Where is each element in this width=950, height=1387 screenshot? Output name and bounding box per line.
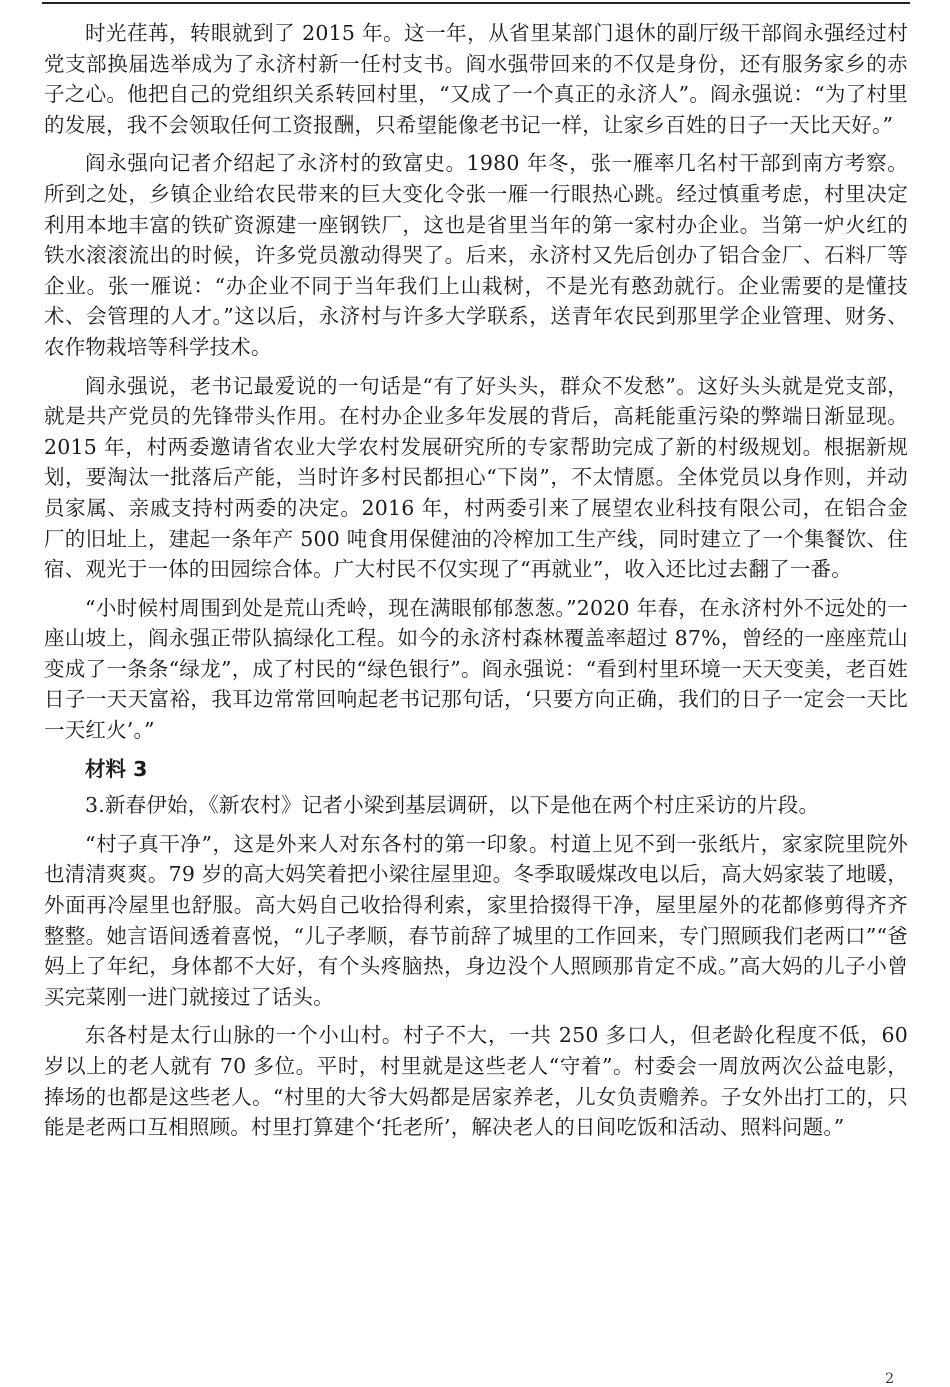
document-page [44, 18, 908, 1151]
paragraph-question-intro: 3.新春伊始，《新农村》记者小梁到基层调研，以下是他在两个村庄采访的片段。 [85, 793, 820, 818]
paragraph-industry-transformation: 阎永强说，老书记最爱说的一句话是“有了好头头，群众不发愁”。这好头头就是党支部，就是共产党员的先锋带头作用。在村办企业多年发展的背后，高耗能重污染的弊端日渐显现。2015 年，村两委邀请省农业大学农村发展研究所的专家帮助完成了新的村级规划。根据新规划，要淘汰一批落后产能，当时许多村民都担心“下岗”，不太情愿。全体党员以身作则，并动员家属、亲戚支持村两委的决定。2016 年，村两委引来了展望农业科技有限公司，在铝合金厂的旧址上，建起一条年产 500 吨食用保健油的冷榨加工生产线，同时建立了一个集餐饮、住宿、观光于一体的田园综合体。广大村民不仅实现了“再就业”，收入还比过去翻了一番。 [44, 373, 908, 582]
paragraph-clean-village: “村子真干净”，这是外来人对东各村的第一印象。村道上见不到一张纸片，家家院里院外也清清爽爽。79 岁的高大妈笑着把小梁往屋里迎。冬季取暖煤改电以后，高大妈家装了地暖，外面再冷屋里也舒服。高大妈自己收拾得利索，家里拾掇得干净，屋里屋外的花都修剪得齐齐整整。她言语间透着喜悦，“儿子孝顺，春节前辞了城里的工作回来，专门照顾我们老两口”“爸妈上了年纪，身体都不大好，有个头疼脑热，身边没个人照顾那肯定不成。”高大妈的儿子小曾买完菜刚一进门就接过了话头。 [44, 831, 908, 1009]
paragraph-greening-project: “小时候村周围到处是荒山秃岭，现在满眼郁郁葱葱。”2020 年春，在永济村外不远处的一座山坡上，阎永强正带队搞绿化工程。如今的永济村森林覆盖率超过 87%，曾经的一座座荒山变成了一条条“绿龙”，成了村民的“绿色银行”。阎永强说：“看到村里环境一天天变美，老百姓日子一天天富裕，我耳边常常回响起老书记那句话，‘只要方向正确，我们的日子一定会一天比一天红火’。” [44, 595, 908, 743]
paragraph-yan-becomes-secretary: 时光荏苒，转眼就到了 2015 年。这一年，从省里某部门退休的副厅级干部阎永强经过村党支部换届选举成为了永济村新一任村支书。阎水强带回来的不仅是身份，还有服务家乡的赤子之心。他把自己的党组织关系转回村里，“又成了一个真正的永济人”。阎永强说：“为了村里的发展，我不会领取任何工资报酬，只希望能像老书记一样，让家乡百姓的日子一天比天好。” [44, 21, 908, 137]
paragraph-elderly-care: 东各村是太行山脉的一个小山村。村子不大，一共 250 多口人，但老龄化程度不低，60 岁以上的老人就有 70 多位。平时，村里就是这些老人“守着”。村委会一周放两次公益电影，捧场的也都是这些老人。“村里的大爷大妈都是居家养老，儿女负责赡养。子女外出打工的，只能是老两口互相照顾。村里打算建个‘托老所’，解决老人的日间吃饭和活动、照料问题。” [44, 1023, 908, 1140]
paragraph-history-of-wealth: 阎永强向记者介绍起了永济村的致富史。1980 年冬，张一雁率几名村干部到南方考察。所到之处，乡镇企业给农民带来的巨大变化令张一雁一行眼热心跳。经过慎重考虑，村里决定利用本地丰富的铁矿资源建一座钢铁厂，这也是省里当年的第一家村办企业。当第一炉火红的铁水滚滚流出的时候，许多党员激动得哭了。后来，永济村又先后创办了铝合金厂、石料厂等企业。张一雁说：“办企业不同于当年我们上山栽树，不是光有憨劲就行。企业需要的是懂技术、会管理的人才。”这以后，永济村与许多大学联系，送青年农民到那里学企业管理、财务、农作物栽培等科学技术。 [44, 151, 908, 359]
top-rule [42, 2, 910, 4]
page-number: 2 [885, 1371, 894, 1387]
material-heading: 材料 3 [85, 756, 148, 781]
